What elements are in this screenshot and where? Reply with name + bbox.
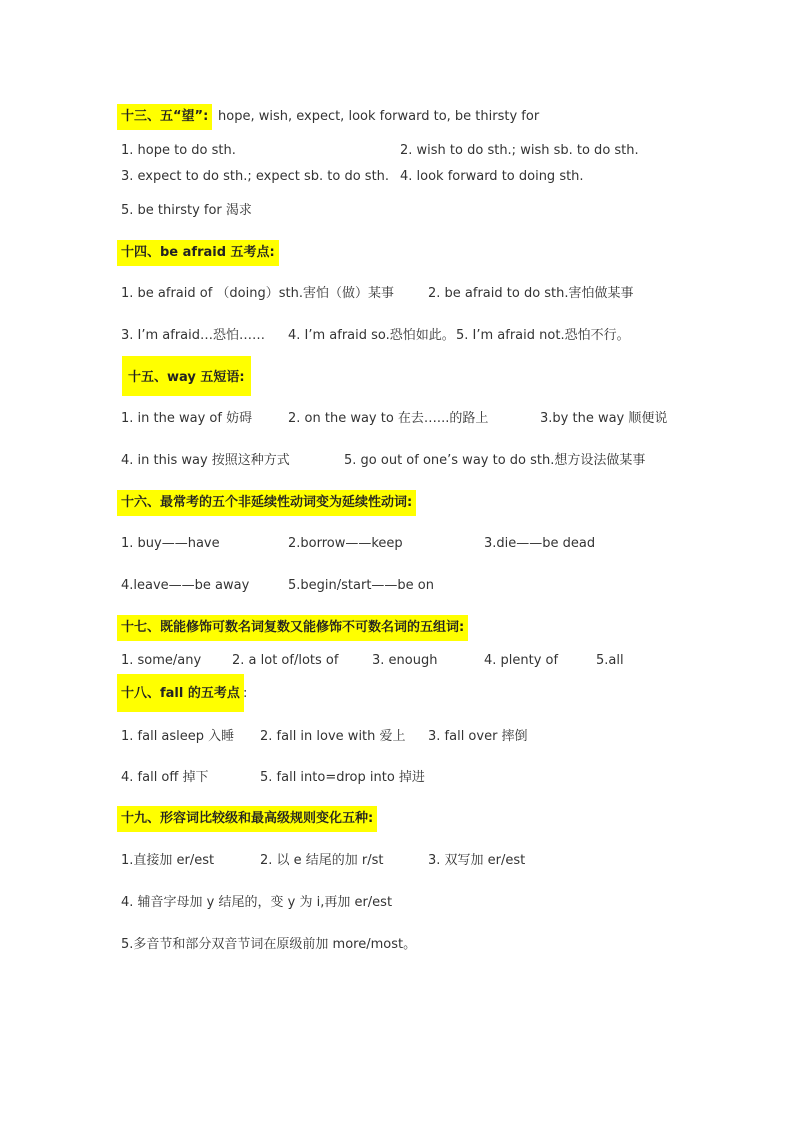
section-14-heading: 十四、be afraid 五考点: [117,240,279,266]
section-19-item-3: 3. 双写加 er/est [428,853,526,868]
section-13-item-3: 3. expect to do sth.; expect sb. to do sth. [121,169,390,184]
section-15-item-1: 1. in the way of 妨碍 [121,411,253,426]
section-17-item-4: 4. plenty of [484,653,559,668]
section-18-item-2: 2. fall in love with 爱上 [260,729,406,744]
section-17-item-3: 3. enough [372,653,438,668]
section-13-heading-tail: hope, wish, expect, look forward to, be thirsty for [218,109,540,124]
section-18-item-5: 5. fall into=drop into 掉进 [260,770,425,785]
section-16-item-5: 5.begin/start——be on [288,578,434,593]
section-19-item-1: 1.直接加 er/est [121,853,215,868]
section-13-item-4: 4. look forward to doing sth. [400,169,584,184]
section-14-item-3: 3. I’m afraid…恐怕…… [121,328,266,343]
section-18-item-3: 3. fall over 摔倒 [428,729,528,744]
section-13-item-2: 2. wish to do sth.; wish sb. to do sth. [400,143,639,158]
section-16-item-1: 1. buy——have [121,536,220,551]
section-15-item-4: 4. in this way 按照这种方式 [121,453,290,468]
section-15-heading: 十五、way 五短语: [122,356,251,396]
section-18-item-1: 1. fall asleep 入睡 [121,729,235,744]
section-18-heading-tail: : [243,686,248,701]
section-19-item-5: 5.多音节和部分双音节词在原级前加 more/most。 [121,937,417,952]
section-13-item-5: 5. be thirsty for 渴求 [121,203,252,218]
section-14-item-1: 1. be afraid of （doing）sth.害怕（做）某事 [121,286,394,301]
section-19-item-2: 2. 以 e 结尾的加 r/st [260,853,384,868]
section-17-item-5: 5.all [596,653,624,668]
section-15-item-5: 5. go out of one’s way to do sth.想方设法做某事 [344,453,646,468]
section-19-item-4: 4. 辅音字母加 y 结尾的，变 y 为 i,再加 er/est [121,895,393,910]
section-18-heading: 十八、fall 的五考点 [117,674,244,712]
section-16-item-3: 3.die——be dead [484,536,596,551]
section-16-heading: 十六、最常考的五个非延续性动词变为延续性动词: [117,490,416,516]
section-16-item-4: 4.leave——be away [121,578,250,593]
section-13-heading: 十三、五“望”: [117,104,212,130]
section-14-item-4: 4. I’m afraid so.恐怕如此。 [288,328,455,343]
section-14-item-5: 5. I’m afraid not.恐怕不行。 [456,328,630,343]
section-17-heading: 十七、既能修饰可数名词复数又能修饰不可数名词的五组词: [117,615,468,641]
section-19-heading: 十九、形容词比较级和最高级规则变化五种: [117,806,377,832]
section-15-item-3: 3.by the way 顺便说 [540,411,668,426]
section-14-item-2: 2. be afraid to do sth.害怕做某事 [428,286,634,301]
section-13-item-1: 1. hope to do sth. [121,143,236,158]
section-18-item-4: 4. fall off 掉下 [121,770,209,785]
section-15-item-2: 2. on the way to 在去…...的路上 [288,411,489,426]
section-17-item-1: 1. some/any [121,653,202,668]
section-16-item-2: 2.borrow——keep [288,536,403,551]
section-17-item-2: 2. a lot of/lots of [232,653,339,668]
